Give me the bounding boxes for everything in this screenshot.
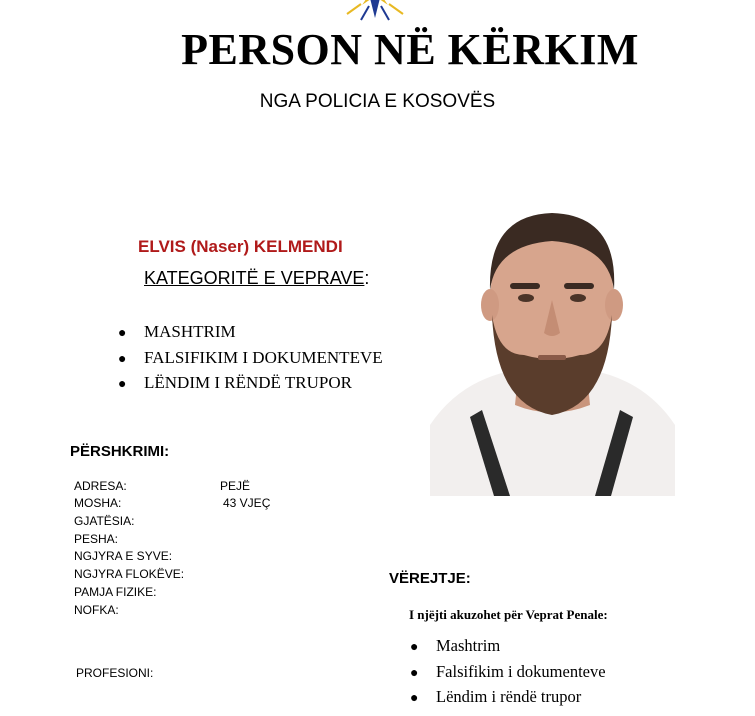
bullet-icon: ● — [410, 691, 419, 706]
field-label: PESHA: — [74, 532, 119, 546]
categories-heading-text: KATEGORITË E VEPRAVE — [144, 268, 365, 288]
note-item: Mashtrim — [436, 636, 501, 655]
description-row-nickname — [74, 602, 119, 619]
bullet-icon: ● — [410, 640, 419, 655]
bullet-icon: ● — [118, 326, 127, 341]
page-subtitle: NGA POLICIA E KOSOVËS — [259, 91, 496, 112]
description-row-eye-color — [74, 548, 172, 565]
description-row-address — [74, 478, 251, 495]
categories-heading — [144, 268, 369, 289]
category-item: LËNDIM I RËNDË TRUPOR — [144, 373, 352, 392]
person-name: ELVIS (Naser) KELMENDI — [138, 237, 343, 256]
note-item: Lëndim i rëndë trupor — [436, 687, 582, 706]
field-label: NGJYRA FLOKËVE: — [74, 567, 185, 581]
list-item — [118, 320, 383, 346]
list-item — [118, 346, 383, 372]
police-emblem — [340, 0, 410, 22]
list-item — [118, 371, 383, 397]
field-value: 43 VJEÇ — [223, 496, 271, 510]
notes-title: VËREJTJE: — [389, 570, 471, 587]
field-label: MOSHA: — [74, 496, 122, 510]
page-title: PERSON NË KËRKIM — [181, 25, 639, 74]
bullet-icon: ● — [118, 377, 127, 392]
field-label: NGJYRA E SYVE: — [74, 549, 173, 563]
field-value: PEJË — [220, 479, 251, 493]
description-row-age — [74, 495, 271, 512]
list-item — [410, 634, 606, 660]
field-label: PAMJA FIZIKE: — [74, 585, 157, 599]
field-label: GJATËSIA: — [74, 514, 135, 528]
description-row-appearance — [74, 584, 156, 601]
categories-list — [118, 320, 383, 397]
description-row-weight — [74, 531, 118, 548]
category-item: FALSIFIKIM I DOKUMENTEVE — [144, 347, 383, 367]
suspect-photo — [430, 205, 675, 496]
description-row-hair-color — [74, 566, 184, 583]
description-row-height — [74, 513, 134, 530]
bullet-icon: ● — [118, 351, 127, 367]
description-title: PËRSHKRIMI: — [70, 443, 170, 460]
notes-subtitle: I njëjti akuzohet për Veprat Penale: — [409, 607, 608, 622]
category-item: MASHTRIM — [144, 322, 236, 341]
categories-heading-colon: : — [364, 268, 370, 288]
list-item — [410, 685, 606, 711]
bullet-icon: ● — [410, 665, 419, 681]
notes-list — [410, 634, 606, 711]
profession-label: PROFESIONI: — [76, 666, 154, 680]
note-item: Falsifikim i dokumenteve — [436, 661, 606, 681]
field-label: NOFKA: — [74, 603, 119, 617]
field-label: ADRESA: — [74, 479, 127, 493]
list-item — [410, 660, 606, 686]
